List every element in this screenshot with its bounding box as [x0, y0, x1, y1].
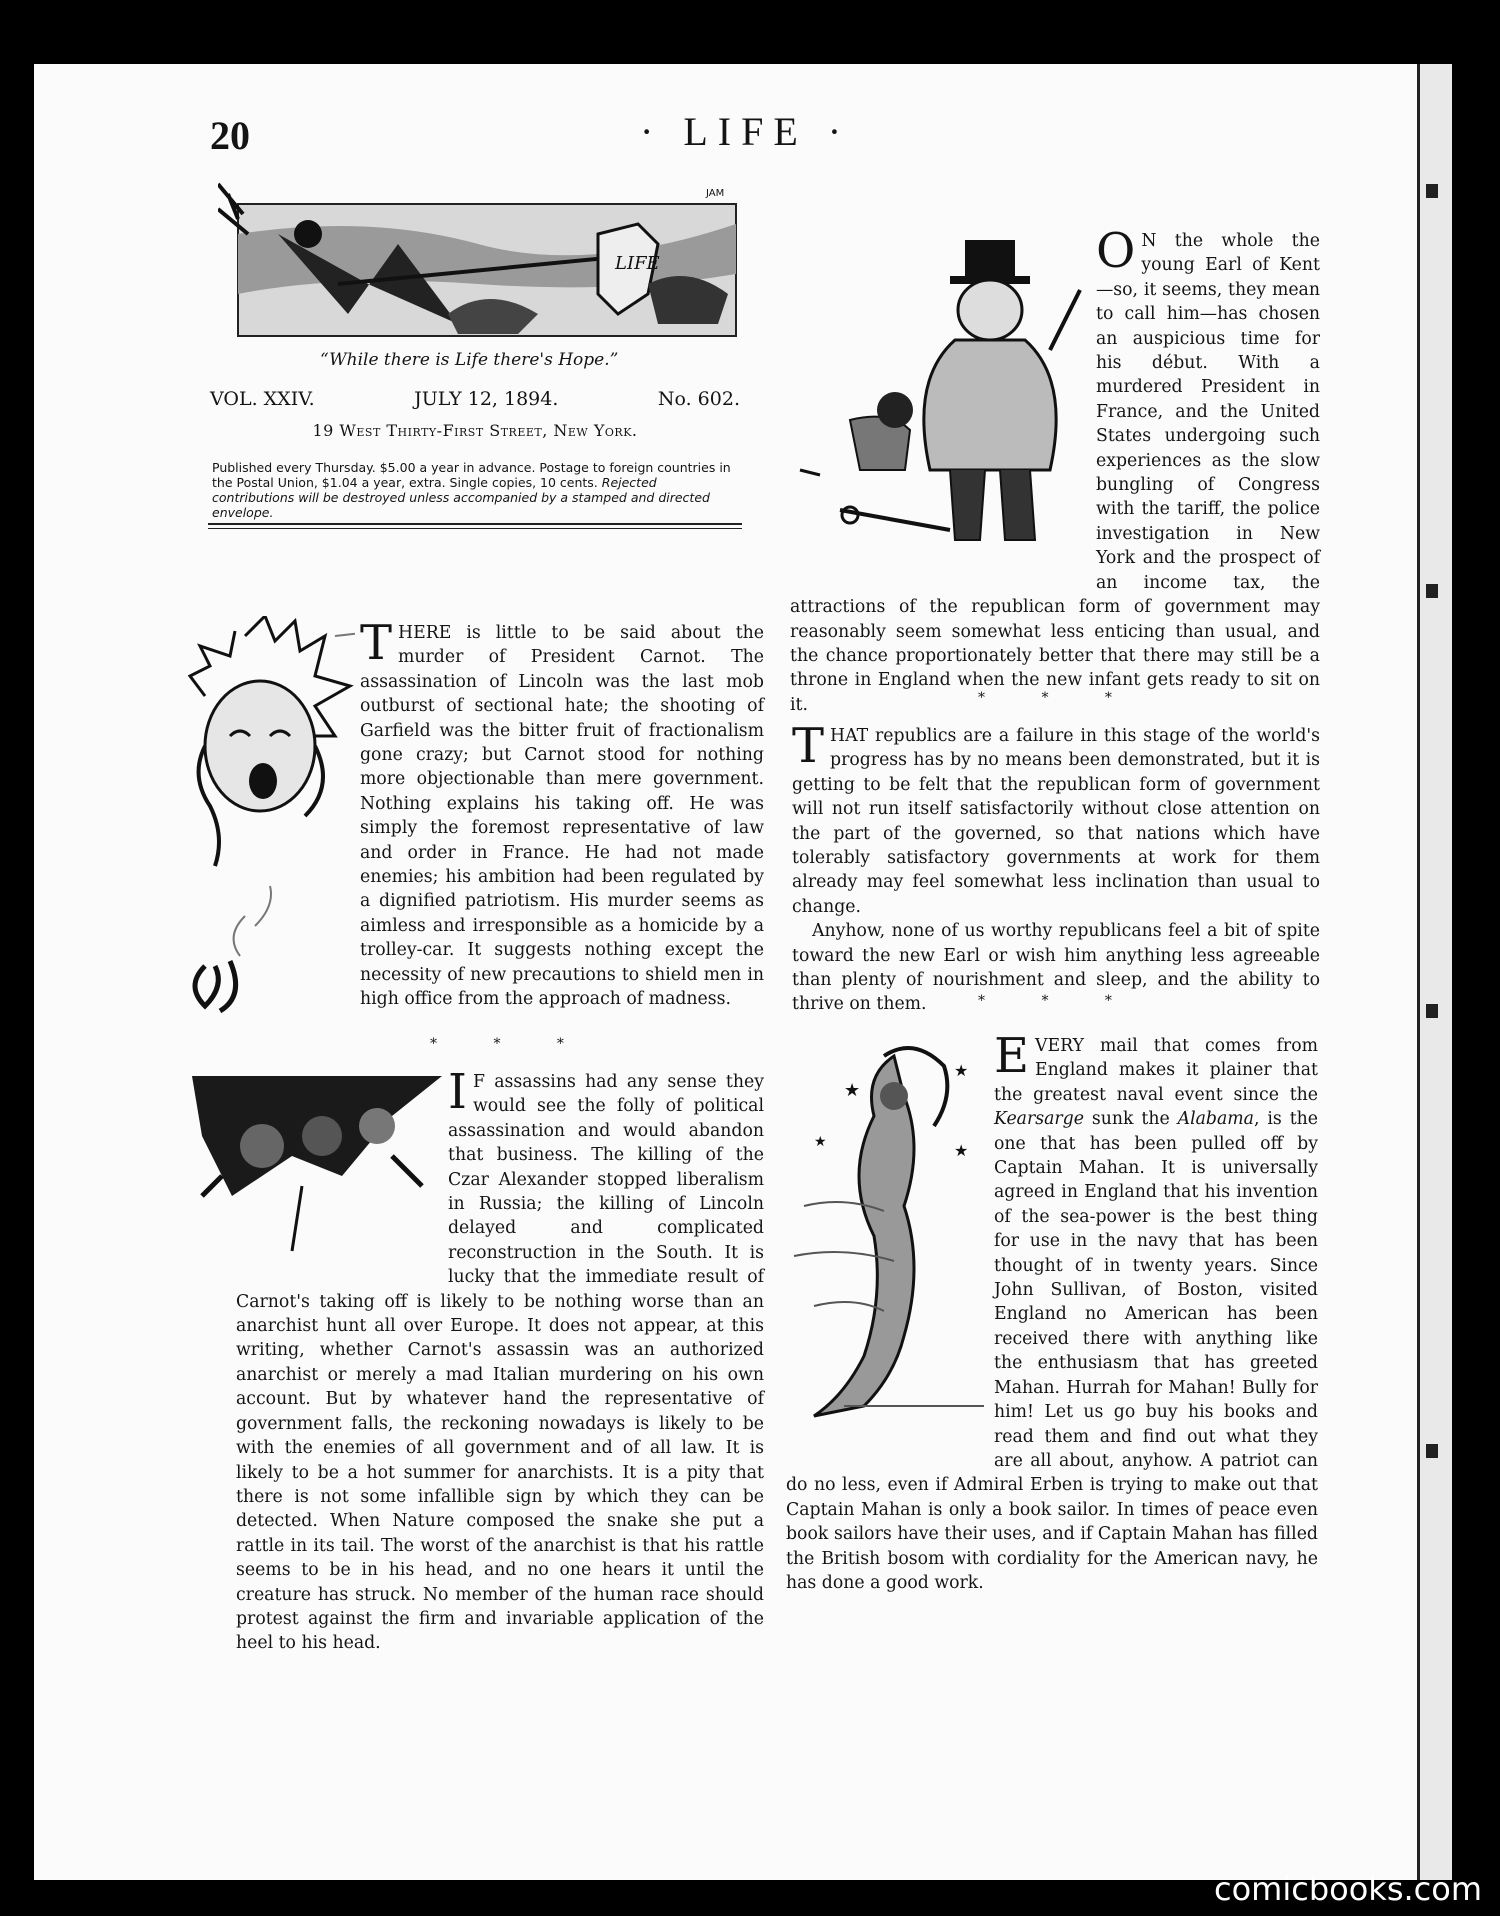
separator-stars-3: * * *: [978, 993, 1138, 1009]
dropcap-mahan: E: [994, 1028, 1030, 1084]
publication-info: [212, 460, 740, 520]
svg-text:★: ★: [954, 1141, 969, 1160]
separator-stars-2: * * *: [978, 690, 1138, 706]
article-assassins: [236, 1064, 764, 1656]
article-earl: [790, 223, 1320, 717]
masthead-motto: “While there is Life there's Hope.”: [320, 350, 619, 370]
adjacent-page-edge: [1417, 64, 1452, 1880]
issue-date: JULY 12, 1894.: [414, 388, 559, 410]
text-wrap-spacer: [790, 229, 1096, 572]
page-number: 20: [210, 113, 250, 158]
article-mahan: [786, 1028, 1318, 1595]
rejection-note: Rejected contributions will be destroyed unless accompanied by a stamped and directed envelope.: [212, 475, 710, 520]
article-carnot-body: HERE is little to be said about the murder of President Carnot. The assassination of Lincoln was the last mob outburst of sectional hate; the shooting of Garfield was the bitter fruit of fractionalism gone crazy; but Carnot stood for nothing more objectionable than mere government. Nothing explains his taking off. He was simply the foremost representative of law and order in France. He had not made enemies; his ambition had been regulated by a dignified patriotism. His murder seems as aimless and irresponsible as a homicide by a trolley-car. It suggests nothing except the necessity of new precautions to shield men in high office from the approach of madness.: [360, 623, 764, 1010]
article-carnot: [360, 615, 764, 1021]
text-wrap-spacer: [236, 1070, 448, 1273]
article-earl-body: N the whole the young Earl of Kent—so, it seems, they mean to call him—has chosen an auspicious time for his début. With a murdered President in France, and the United States undergoing such experiences as the slow bungling of Congress with the tariff, the police investigation in New York and the prospect of an income tax, the attractions of the republican form of government may reasonably seem somewhat less enticing than usual, and the chance proportionately better that there may still be a throne in England when the new infant gets ready to sit on it.: [790, 231, 1320, 715]
article-mahan-body-1: VERY mail that comes from England makes it plainer that the greatest naval event since the: [994, 1036, 1318, 1105]
article-assassins-body: F assassins had any sense they would see the folly of political assassination and would abandon that business. The killing of the Czar Alexander stopped liberalism in Russia; the killing of Lincoln delayed and complicated reconstruction in the South. It is lucky that the immediate result of Carnot's taking off is likely to be nothing worse than an anarchist hunt all over Europe. It does not appear, at this writing, whether Carnot's assassin was an authorized anarchist or merely a mad Italian murdering on his own account. But by whatever hand the representative of government falls, the reckoning nowadays is likely to be with the enemies of all government and of all law. It is likely to be a hot summer for anarchists. It is a pity that there is not some infallible sign by which they can be detected. When Nature composed the snake she put a rattle in its tail. The worst of the anarchist is that his rattle seems to be in his head, and no one hears it until the creature has struck. No member of the human race should protest against the firm and invariable application of the heel to his head.: [236, 1072, 764, 1654]
svg-text:★: ★: [814, 1134, 827, 1150]
svg-text:★: ★: [844, 1080, 861, 1101]
text-wrap-spacer: [786, 1034, 994, 1464]
site-watermark: comicbooks.com: [1213, 1870, 1482, 1908]
publisher-address: 19 West Thirty-First Street, New York.: [312, 421, 638, 440]
masthead-banner-illustration: [218, 174, 740, 346]
flaming-head-illustration: [185, 616, 355, 1016]
dropcap-carnot: T: [360, 615, 393, 671]
banner-signature: JAM: [706, 188, 725, 199]
subscription-info: Published every Thursday. $5.00 a year in advance. Postage to foreign countries in the Postal Union, $1.04 a year, extra. Single copies, 10 cents.: [212, 460, 731, 490]
dropcap-republics: T: [792, 718, 825, 774]
article-republics-body: HAT republics are a failure in this stage of the world's progress has by no means been demonstrated, but it is getting to be felt that the republican form of government will not run itself satisfactorily without close attention on the part of the governed, so that nations which have tolerably satisfactory governments at work for them already may feel somewhat less inclination than usual to change.: [792, 726, 1320, 917]
dropcap-earl: O: [1096, 223, 1136, 279]
dropcap-assassins: I: [448, 1064, 467, 1120]
masthead-rule: [208, 523, 742, 529]
svg-text:★: ★: [954, 1061, 969, 1080]
masthead-title: · LIFE ·: [640, 109, 852, 154]
article-republics: [792, 718, 1320, 1017]
article-mahan-body-3: , is the one that has been pulled off by Captain Mahan. It is universally agreed in England that his invention of the sea-power is the best thing for use in the navy that has been thought of in twenty years. Since John Sullivan, of Boston, visited England no American has been received there with anything like the enthusiasm that has greeted Mahan. Hurrah for Mahan! Bully for him! Let us go buy his books and read them and find out what they are all about, anyhow. A patriot can do no less, even if Admiral Erben is trying to make out that Captain Mahan is only a book sailor. In times of peace even book sailors have their uses, and if Captain Mahan has filled the British bosom with cordiality for the American navy, he has done a good work.: [786, 1109, 1318, 1593]
article-mahan-body-2: sunk the: [1083, 1109, 1178, 1130]
banner-shield-label: LIFE: [615, 253, 660, 274]
issue-number: No. 602.: [657, 388, 740, 410]
article-republics-body-2: Anyhow, none of us worthy republicans feel a bit of spite toward the new Earl or wish him anything less agreeable than plenty of nourishment and sleep, and the ability to thrive on them.: [792, 921, 1320, 1015]
volume-line: [210, 388, 740, 410]
ship-name-alabama: Alabama: [1177, 1109, 1254, 1130]
ship-name-kearsarge: Kearsarge: [994, 1109, 1084, 1130]
separator-stars-1: * * *: [430, 1036, 590, 1052]
volume-number: VOL. XXIV.: [210, 388, 315, 410]
